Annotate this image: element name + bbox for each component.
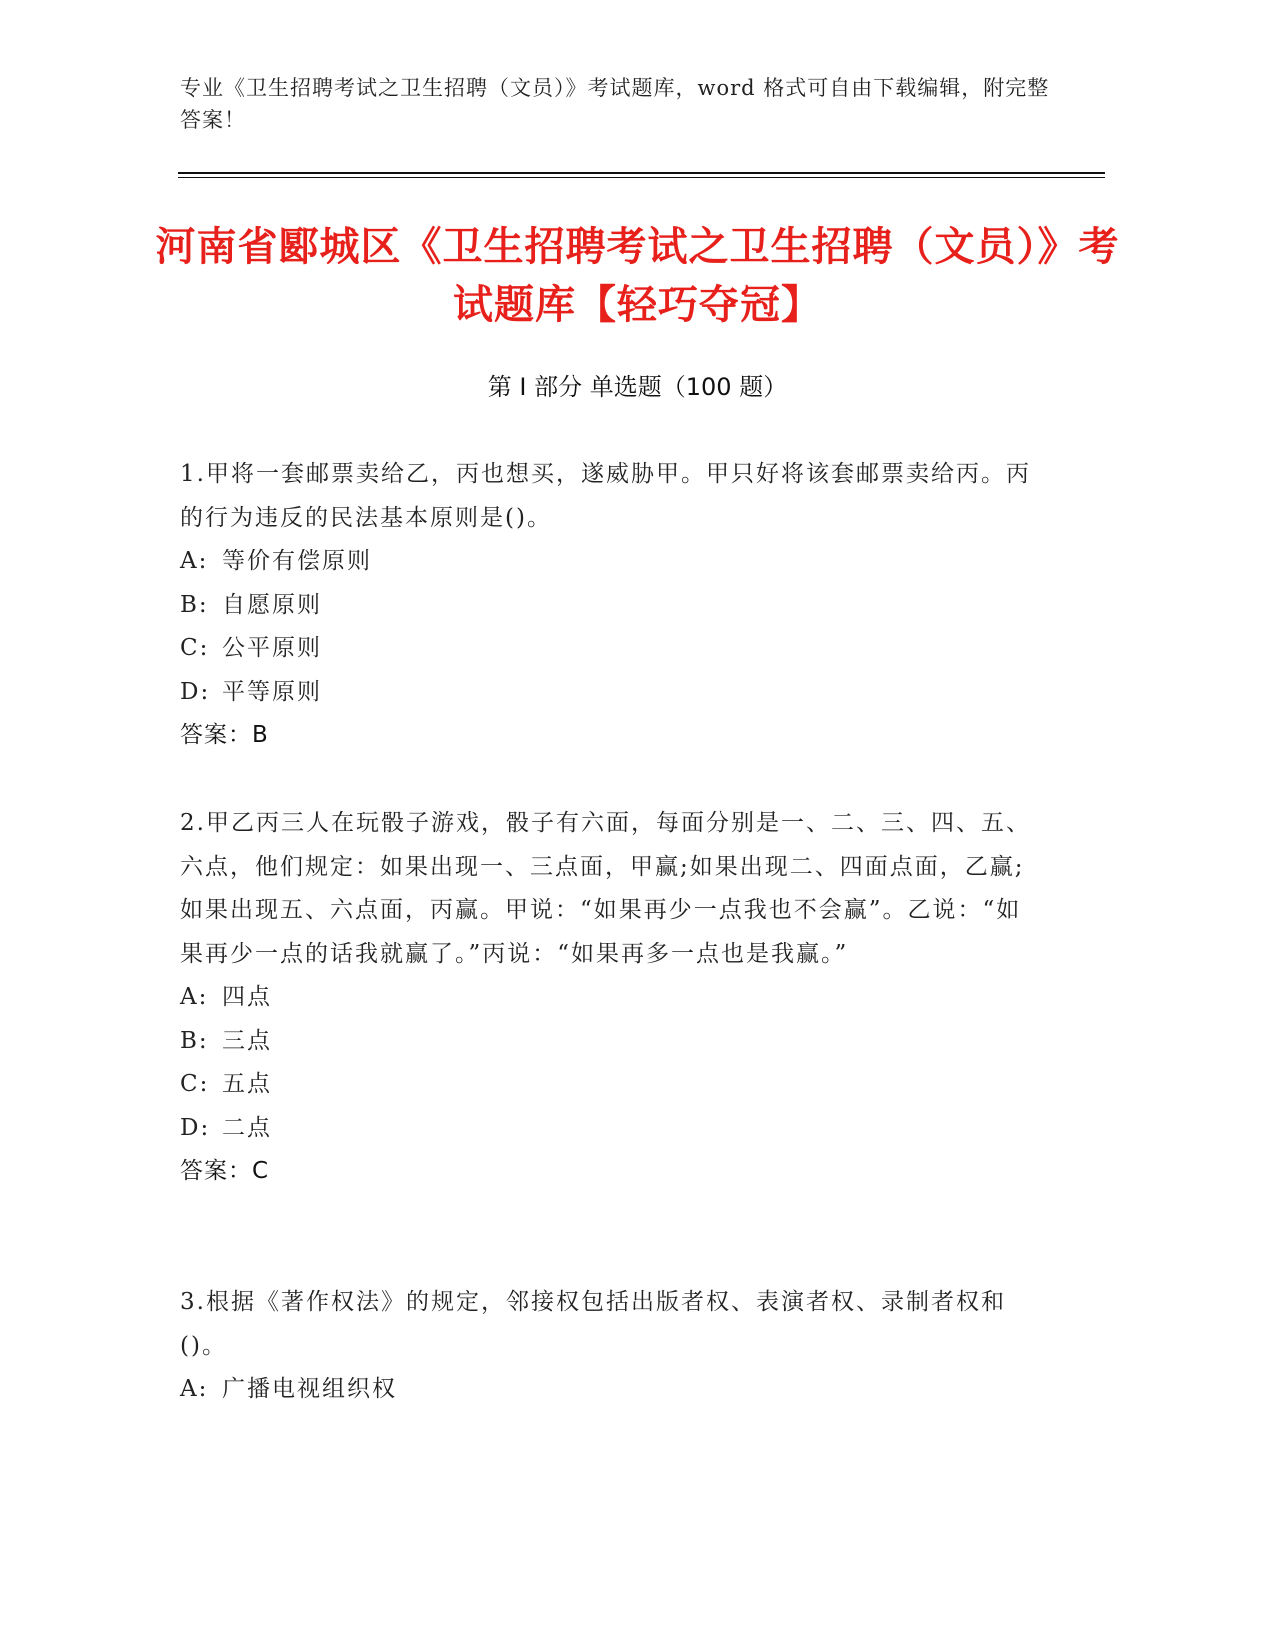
option-letter: B: [180, 1027, 209, 1054]
question-stem: 1.甲将一套邮票卖给乙，丙也想买，遂威胁甲。甲只好将该套邮票卖给丙。丙的行为违反的民法基本原则是()。 [180, 461, 1031, 531]
option-a [180, 976, 1040, 1020]
question-3 [180, 1281, 1040, 1412]
option-text: 自愿原则 [222, 591, 322, 618]
option-c [180, 1063, 1040, 1107]
option-text: 四点 [222, 984, 272, 1010]
option-d [180, 1107, 1040, 1151]
option-letter: D: [180, 1114, 211, 1141]
option-d [180, 671, 1040, 715]
option-b [180, 584, 1040, 628]
option-text: 平等原则 [222, 678, 322, 705]
option-text: 二点 [222, 1114, 272, 1141]
question-2 [180, 802, 1040, 1194]
option-a [180, 540, 1040, 584]
option-text: 广播电视组织权 [222, 1376, 397, 1402]
section-heading: 第 I 部分 单选题（100 题） [487, 373, 788, 401]
option-letter: A: [180, 984, 209, 1010]
option-b [180, 1020, 1040, 1064]
option-letter: A: [180, 1376, 209, 1402]
document-header-note: 专业《卫生招聘考试之卫生招聘（文员）》考试题库，word 格式可自由下载编辑，附完整答案！ [180, 76, 1050, 132]
option-letter: C: [180, 635, 210, 661]
option-text: 公平原则 [222, 635, 322, 661]
option-letter: A: [180, 548, 209, 574]
option-text: 三点 [222, 1027, 272, 1054]
option-letter: D: [180, 678, 211, 705]
document-title: 河南省郾城区《卫生招聘考试之卫生招聘（文员）》考试题库【轻巧夺冠】 [155, 224, 1120, 328]
option-text: 五点 [222, 1071, 272, 1097]
answer-line: 答案：B [180, 722, 269, 748]
option-a [180, 1368, 1040, 1412]
question-stem: 3.根据《著作权法》的规定，邻接权包括出版者权、表演者权、录制者权和()。 [180, 1289, 1006, 1359]
header-divider-thick [178, 172, 1105, 174]
option-c [180, 627, 1040, 671]
option-text: 等价有偿原则 [222, 548, 372, 574]
question-1 [180, 453, 1040, 758]
option-letter: B: [180, 591, 209, 618]
question-stem: 2.甲乙丙三人在玩骰子游戏，骰子有六面，每面分别是一、二、三、四、五、六点，他们规定：如果出现一、三点面，甲赢;如果出现二、四面点面，乙赢;如果出现五、六点面，丙赢。甲说：“如果再少一点我也不会赢”。乙说：“如果再少一点的话我就赢了。”丙说：“如果再多一点也是我赢。” [180, 810, 1031, 967]
answer-line: 答案：C [180, 1158, 270, 1184]
header-divider-thin [178, 177, 1105, 178]
option-letter: C: [180, 1071, 210, 1097]
